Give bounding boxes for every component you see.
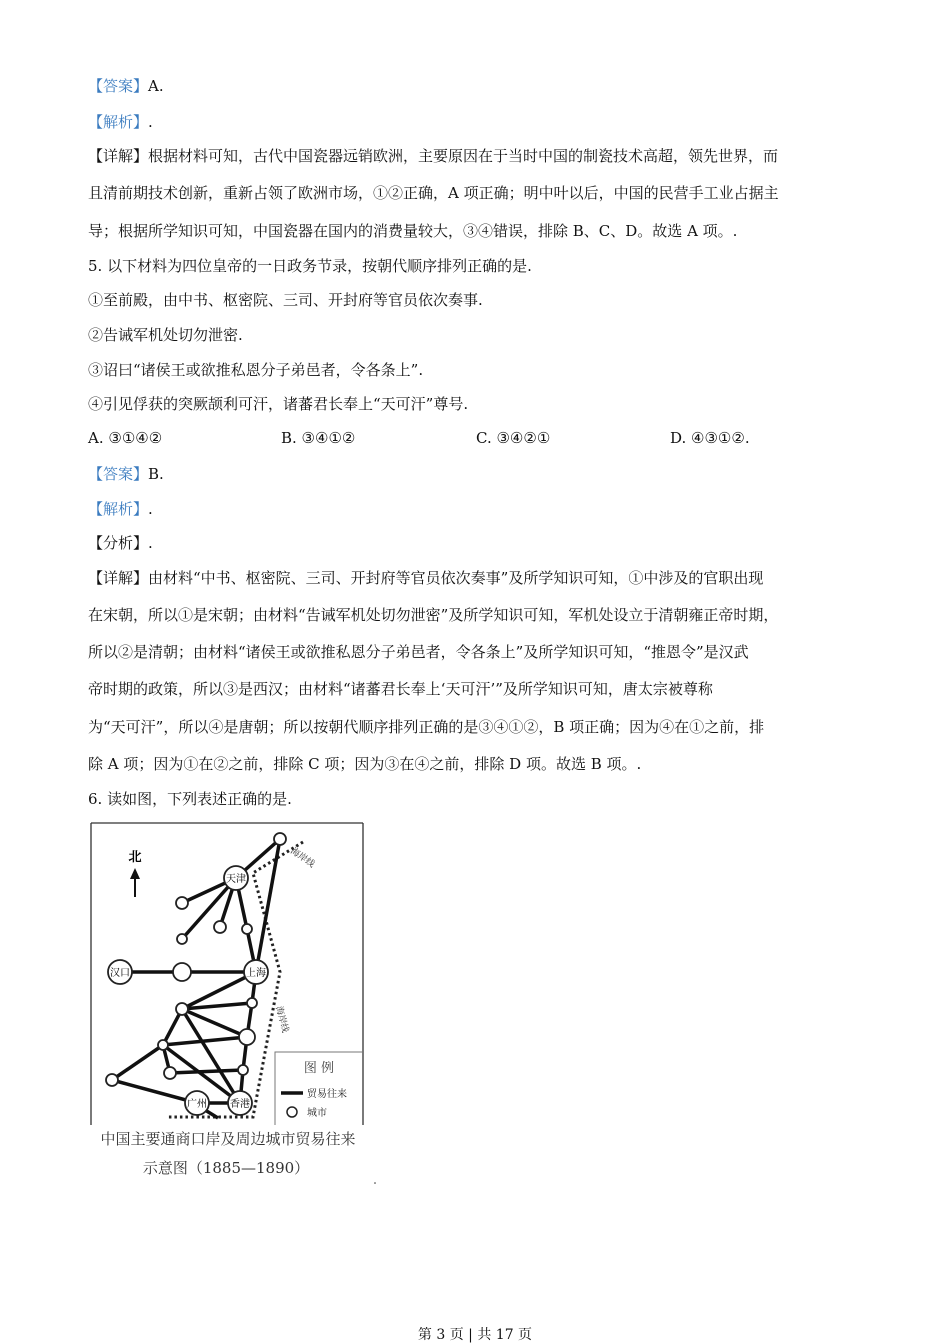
map-legend xyxy=(275,1052,363,1125)
q5-detail-line: 除 A 项；因为①在②之前，排除 C 项；因为③在④之前，排除 D 项。故选 B 项。. xyxy=(88,755,642,773)
detail-tag: 【详解】 xyxy=(88,569,149,587)
q5-item: ①至前殿，由中书、枢密院、三司、开封府等官员依次奏事. xyxy=(88,291,483,309)
q4-answer xyxy=(88,76,164,96)
coastline-label-north: 海岸线 xyxy=(288,846,317,870)
q5-answer xyxy=(88,464,164,484)
city-hankou xyxy=(108,960,132,984)
q5-detail-line: 帝时期的政策，所以③是西汉；由材料“诸蕃君长奉上‘天可汗’”及所学知识可知，唐太宗被尊称 xyxy=(88,680,713,698)
answer-tag: 【答案】 xyxy=(88,77,149,95)
city-label: 上海 xyxy=(246,968,266,979)
legend-title: 图 例 xyxy=(303,1061,335,1076)
answer-tag: 【答案】 xyxy=(88,465,149,483)
analysis-value: . xyxy=(148,113,153,131)
analysis-tag: 【解析】 xyxy=(88,500,149,518)
legend-trade-label: 贸易往来 xyxy=(307,1089,347,1100)
q4-detail-line: 导；根据所学知识可知，中国瓷器在国内的消费量较大，③④错误，排除 B、C、D。故选 A 项。. xyxy=(88,222,738,240)
q5-detail-line: 在宋朝，所以①是宋朝；由材料“告诫军机处切勿泄密”及所学知识可知，军机处设立于清朝雍正帝时期， xyxy=(88,606,779,624)
city-shanghai xyxy=(244,960,268,984)
answer-value: A. xyxy=(148,77,164,95)
north-label: 北 xyxy=(128,850,142,865)
detail-text: 由材料“中书、枢密院、三司、开封府等官员依次奏事”及所学知识可知，①中涉及的官职出现 xyxy=(148,569,764,587)
detail-tag: 【详解】 xyxy=(88,147,149,165)
city-guangzhou xyxy=(185,1091,209,1115)
q4-analysis xyxy=(88,112,153,132)
page-footer: 第 3 页 | 共 17 页 xyxy=(417,1327,533,1343)
q5-fenxi xyxy=(88,533,153,553)
q4-detail-line xyxy=(88,146,778,166)
analysis-tag: 【解析】 xyxy=(88,113,149,131)
north-arrow xyxy=(128,850,141,897)
fenxi-tag: 【分析】 xyxy=(88,534,149,552)
map-caption-line2: 示意图（1885—1890） xyxy=(142,1159,310,1177)
q4-detail-line: 且清前期技术创新，重新占领了欧洲市场，①②正确，A 项正确；明中叶以后，中国的民营手工业占据主 xyxy=(88,184,779,202)
q5-detail-line xyxy=(88,568,763,588)
city-hongkong xyxy=(228,1091,252,1115)
q5-item: ④引见俘获的突厥颉利可汗，诸蕃君长奉上“天可汗”尊号. xyxy=(88,395,469,413)
q5-option-b: B. ③④①② xyxy=(281,429,356,447)
q5-detail-line: 所以②是清朝；由材料“诸侯王或欲推私恩分子弟邑者，令各条上”及所学知识可知，“推恩令”是汉武 xyxy=(88,643,749,661)
trade-map xyxy=(85,815,385,1190)
q5-detail-line: 为“天可汗”，所以④是唐朝；所以按朝代顺序排列正确的是③④①②，B 项正确；因为④在①之前，排 xyxy=(88,718,765,736)
q5-item: ②告诫军机处切勿泄密. xyxy=(88,326,243,344)
q5-option-a: A. ③①④② xyxy=(88,429,163,447)
q5-stem: 5. 以下材料为四位皇帝的一日政务节录，按朝代顺序排列正确的是. xyxy=(88,257,532,275)
city-label: 香港 xyxy=(230,1099,250,1110)
fenxi-value: . xyxy=(148,534,153,552)
q5-item: ③诏曰“诸侯王或欲推私恩分子弟邑者，令各条上”. xyxy=(88,361,424,379)
city-tianjin xyxy=(224,866,248,890)
legend-city-label: 城市 xyxy=(307,1108,327,1119)
map-caption-line1: 中国主要通商口岸及周边城市贸易往来 xyxy=(100,1130,356,1148)
q5-option-d: D. ④③①②. xyxy=(670,429,750,447)
q5-option-c: C. ③④②① xyxy=(476,429,551,447)
coastline-label-south: 海岸线 xyxy=(273,1005,290,1034)
city-label: 天津 xyxy=(226,874,246,885)
q5-analysis xyxy=(88,499,153,519)
detail-text: 根据材料可知，古代中国瓷器远销欧洲，主要原因在于当时中国的制瓷技术高超，领先世界，而 xyxy=(148,147,779,165)
q6-stem: 6. 读如图，下列表述正确的是. xyxy=(88,790,292,808)
city-label: 汉口 xyxy=(110,968,130,979)
analysis-value: . xyxy=(148,500,153,518)
answer-value: B. xyxy=(148,465,164,483)
city-label: 广州 xyxy=(187,1099,207,1110)
